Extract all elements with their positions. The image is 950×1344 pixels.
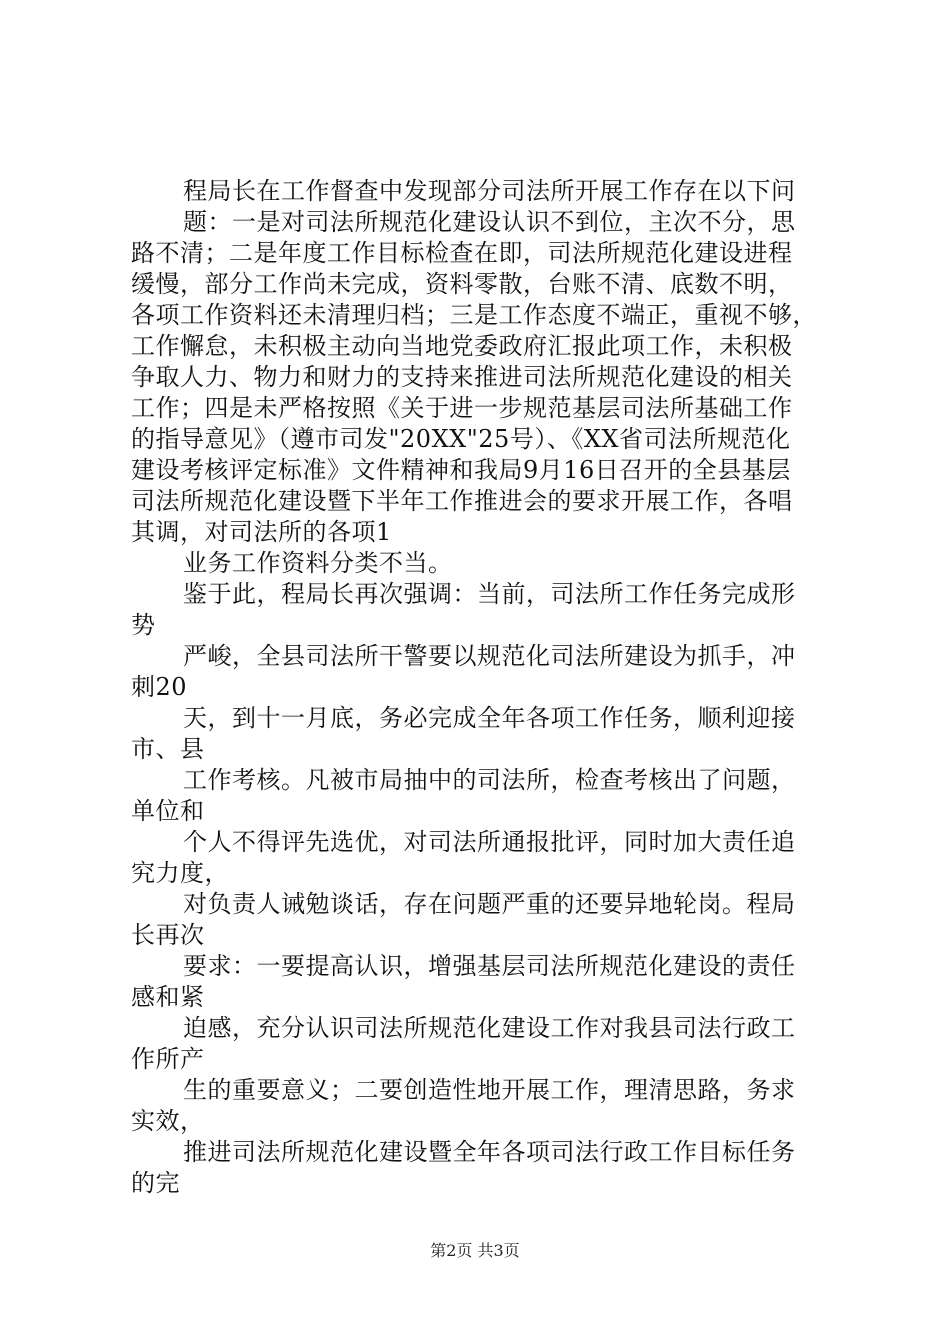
text-line: 题：一是对司法所规范化建设认识不到位，主次不分，思 (183, 208, 796, 236)
text-line: 其调，对司法所的各项1 (131, 518, 392, 546)
text-line: 生的重要意义；二要创造性地开展工作，理清思路，务求 (183, 1076, 796, 1104)
text-line: 对负责人诫勉谈话，存在问题严重的还要异地轮岗。程局 (183, 890, 796, 918)
text-line: 要求：一要提高认识，增强基层司法所规范化建设的责任 (183, 952, 796, 980)
text-line: 的完 (131, 1169, 180, 1197)
text-line: 鉴于此，程局长再次强调：当前，司法所工作任务完成形 (183, 580, 796, 608)
text-line: 作所产 (131, 1045, 205, 1073)
page-footer: 第2页 共3页 (430, 1241, 520, 1260)
text-line: 实效， (131, 1107, 205, 1135)
text-line: 个人不得评先选优，对司法所通报批评，同时加大责任追 (183, 828, 796, 856)
text-line: 天，到十一月底，务必完成全年各项工作任务，顺利迎接 (183, 704, 796, 732)
text-line: 争取人力、物力和财力的支持来推进司法所规范化建设的相关 (131, 363, 793, 391)
text-line: 感和紧 (131, 983, 205, 1011)
text-line: 路不清；二是年度工作目标检查在即，司法所规范化建设进程 (131, 239, 793, 267)
text-line: 建设考核评定标准》文件精神和我局9月16日召开的全县基层 (131, 456, 791, 484)
text-line: 势 (131, 611, 156, 639)
text-line: 业务工作资料分类不当。 (183, 549, 453, 577)
text-line: 的指导意见》（遵市司发"20XX"25号）、《XX省司法所规范化 (131, 425, 791, 453)
text-line: 各项工作资料还未清理归档；三是工作态度不端正，重视不够， (131, 301, 817, 329)
text-line: 缓慢，部分工作尚未完成，资料零散，台账不清、底数不明， (131, 270, 793, 298)
text-line: 迫感，充分认识司法所规范化建设工作对我县司法行政工 (183, 1014, 796, 1042)
text-line: 市、县 (131, 735, 205, 763)
text-line: 工作考核。凡被市局抽中的司法所，检查考核出了问题， (183, 766, 796, 794)
text-line: 刺20 (131, 673, 188, 701)
text-line: 长再次 (131, 921, 205, 949)
text-line: 究力度， (131, 859, 229, 887)
text-line: 程局长在工作督查中发现部分司法所开展工作存在以下问 (183, 177, 796, 205)
text-line: 单位和 (131, 797, 205, 825)
text-line: 推进司法所规范化建设暨全年各项司法行政工作目标任务 (183, 1138, 796, 1166)
text-line: 司法所规范化建设暨下半年工作推进会的要求开展工作，各唱 (131, 487, 793, 515)
text-line: 工作懈怠，未积极主动向当地党委政府汇报此项工作，未积极 (131, 332, 793, 360)
text-line: 工作；四是未严格按照《关于进一步规范基层司法所基础工作 (131, 394, 793, 422)
text-line: 严峻，全县司法所干警要以规范化司法所建设为抓手，冲 (183, 642, 796, 670)
